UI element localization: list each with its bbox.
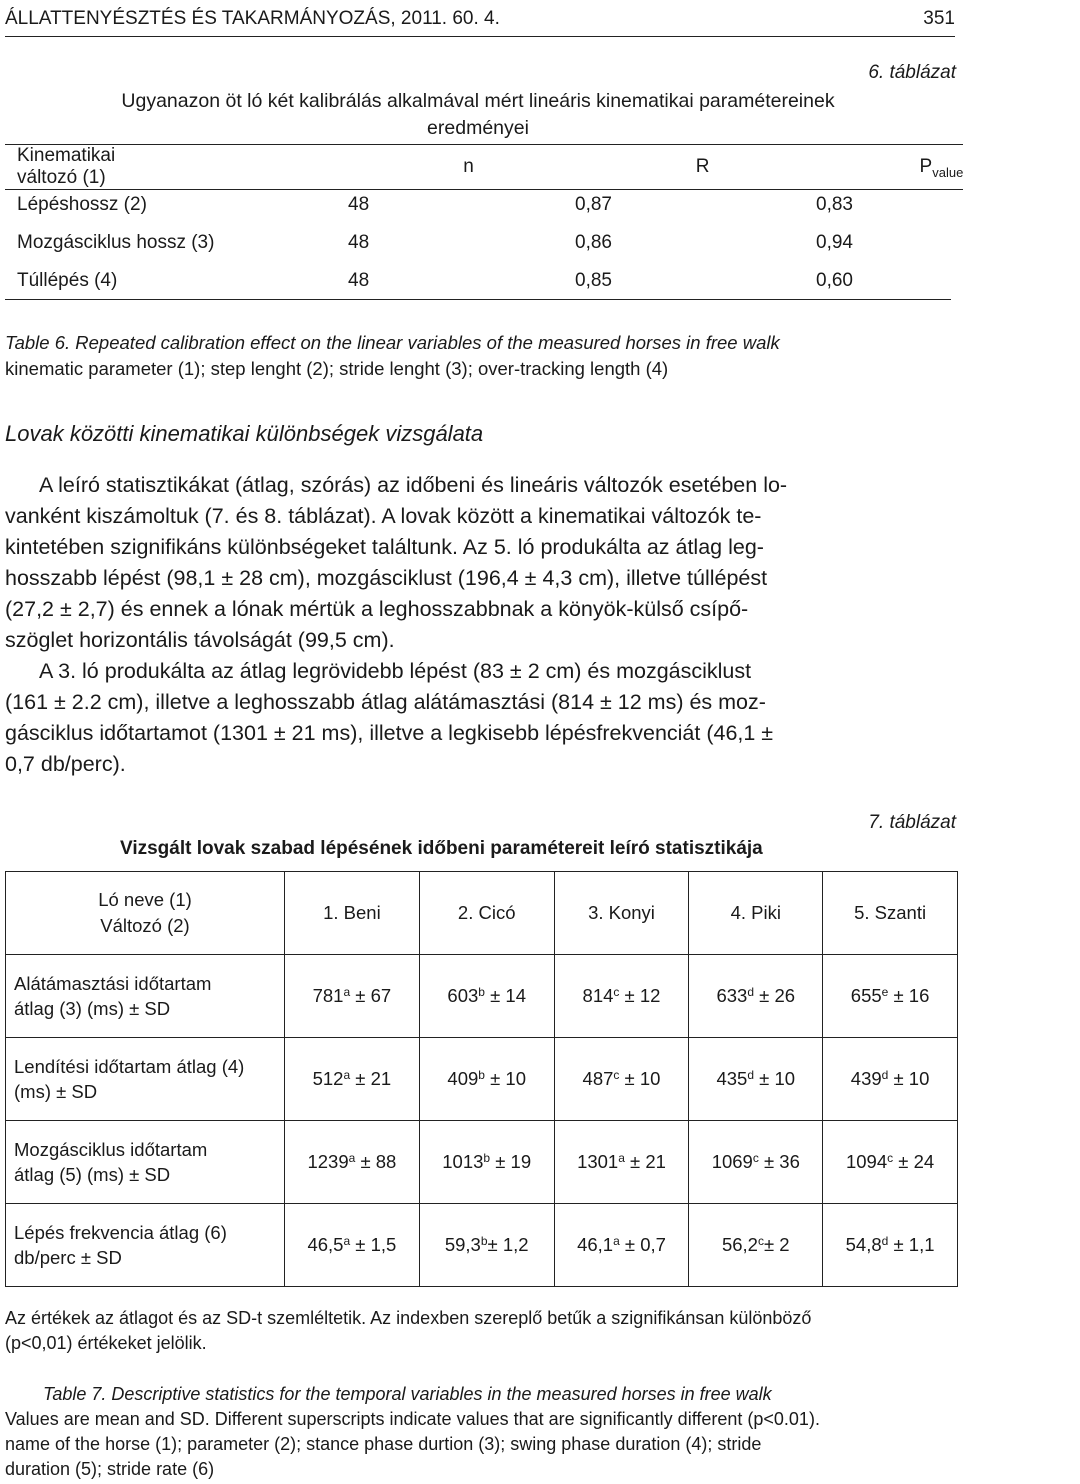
cell-sd: ± 16 [888, 985, 930, 1006]
row-label-line2: db/perc ± SD [14, 1247, 122, 1268]
cell-sd: ± 24 [893, 1151, 935, 1172]
table7-horse-2: 2. Cicó [419, 872, 554, 955]
table6-body [5, 185, 951, 300]
table7-cell [689, 1121, 823, 1204]
cell-value: 487 [582, 1068, 614, 1089]
table7-caption-line4: duration (5); stride rate (6) [5, 1459, 215, 1479]
table7-caption-line2: Values are mean and SD. Different superscripts indicate values that are significantly different (p<0.01). [5, 1409, 820, 1429]
table7-caption [5, 1382, 958, 1482]
cell-value: 633 [716, 985, 748, 1006]
table7-cell [554, 1204, 689, 1287]
body-p1-line: vanként kiszámoltuk (7. és 8. táblázat). A lovak között a kinematikai változók te- [5, 504, 762, 528]
running-header [5, 6, 955, 37]
table6-header-r: R [474, 145, 710, 190]
cell-value: 1094 [845, 1151, 888, 1172]
cell-superscript: e [881, 985, 889, 999]
cell-sd: ± 1,1 [888, 1234, 935, 1255]
row-label-line2: átlag (3) (ms) ± SD [14, 998, 171, 1019]
table7-cell [689, 955, 823, 1038]
cell-sd: ± 1,5 [350, 1234, 397, 1255]
body-p2-line: (161 ± 2.2 cm), illetve a leghosszabb átlag alátámasztási (814 ± 12 ms) és moz- [5, 690, 766, 714]
table6-header-p-main: P [919, 156, 933, 177]
cell-superscript: b [480, 1234, 488, 1248]
cell-sd: ± 2 [763, 1234, 790, 1255]
cell-superscript: b [478, 1068, 485, 1082]
cell-superscript: d [747, 985, 755, 999]
table6-cell-p: 0,94 [816, 232, 853, 253]
table7-corner-line2: Változó (2) [100, 915, 190, 936]
table6-label: 6. táblázat [868, 62, 956, 83]
cell-value: 46,1 [577, 1234, 614, 1255]
table7-horse-5: 5. Szanti [823, 872, 958, 955]
table7-cell [554, 1038, 689, 1121]
cell-superscript: a [343, 1068, 351, 1082]
table-row [6, 1038, 958, 1121]
cell-sd: ± 36 [758, 1151, 800, 1172]
cell-value: 512 [312, 1068, 344, 1089]
table6-caption [5, 330, 955, 382]
table7-caption-line1: Table 7. Descriptive statistics for the temporal variables in the measured horses in free walk [43, 1384, 772, 1404]
table7-horse-3: 3. Konyi [554, 872, 689, 955]
table-row [5, 223, 951, 261]
table-row [6, 955, 958, 1038]
table7-cell [419, 1038, 554, 1121]
table6-cell-r: 0,85 [575, 270, 612, 291]
table6-cell-r: 0,87 [575, 194, 612, 215]
body-p2-line: gásciklus időtartamot (1301 ± 21 ms), illetve a legkisebb lépésfrekvenciát (46,1 ± [5, 721, 774, 745]
cell-sd: ± 88 [355, 1151, 397, 1172]
body-p2-line: 0,7 db/perc). [5, 752, 126, 776]
body-p1-line: A leíró statisztikákat (átlag, szórás) az időbeni és lineáris változók esetében lo- [39, 473, 788, 497]
cell-superscript: d [881, 1068, 889, 1082]
cell-superscript: d [881, 1234, 889, 1248]
body-text [5, 470, 955, 780]
cell-sd: ± 10 [888, 1068, 930, 1089]
cell-superscript: a [618, 1151, 625, 1165]
cell-superscript: c [887, 1151, 894, 1165]
table7-cell [419, 1204, 554, 1287]
table6-cell-n: 48 [348, 194, 370, 215]
table7-cell [419, 955, 554, 1038]
table7-cell [419, 1121, 554, 1204]
table6-header-variable: Kinematikai változó (1) [5, 145, 115, 190]
table6-cell-r: 0,86 [575, 232, 612, 253]
section-heading: Lovak közötti kinematikai különbségek vizsgálata [5, 421, 484, 446]
cell-value: 56,2 [721, 1234, 758, 1255]
table-row [5, 185, 951, 223]
table6-header-p-sub: value [932, 165, 964, 180]
body-p2-line: A 3. ló produkálta az átlag legrövidebb lépést (83 ± 2 cm) és mozgásciklust [39, 659, 752, 683]
cell-superscript: c [613, 985, 620, 999]
table7-corner [6, 872, 285, 955]
table-row [6, 1121, 958, 1204]
cell-value: 439 [850, 1068, 882, 1089]
table7-cell [823, 1204, 958, 1287]
table-row [5, 261, 951, 300]
row-label-line2: (ms) ± SD [14, 1081, 98, 1102]
table6-header-n: n [115, 145, 474, 190]
table6-cell-p: 0,83 [816, 194, 853, 215]
table7-cell [689, 1038, 823, 1121]
table7-row-label [6, 955, 285, 1038]
cell-sd: ± 21 [350, 1068, 392, 1089]
cell-sd: ± 67 [350, 985, 392, 1006]
table7-horse-4: 4. Piki [689, 872, 823, 955]
cell-sd: ± 10 [754, 1068, 796, 1089]
table7-caption-line3: name of the horse (1); parameter (2); stance phase durtion (3); swing phase duration (4); stride [5, 1434, 762, 1454]
cell-value: 781 [312, 985, 344, 1006]
table6-cell-p: 0,60 [816, 270, 853, 291]
cell-value: 1013 [442, 1151, 484, 1172]
cell-superscript: a [343, 1234, 351, 1248]
table6-title-line1: Ugyanazon öt ló két kalibrálás alkalmával mért lineáris kinematikai paramétereinek [121, 90, 835, 112]
table7-cell [823, 1121, 958, 1204]
cell-value: 435 [716, 1068, 748, 1089]
cell-superscript: b [478, 985, 485, 999]
cell-sd: ± 19 [490, 1151, 532, 1172]
table7-corner-line1: Ló neve (1) [98, 889, 192, 910]
cell-value: 409 [447, 1068, 479, 1089]
table7 [5, 871, 958, 1287]
body-p1-line: (27,2 ± 2,7) és ennek a lónak mértük a leghosszabbnak a könyök-külső csípő- [5, 597, 749, 621]
table6-header-row [5, 145, 963, 190]
table7-note-line2: (p<0,01) értékeket jelölik. [5, 1333, 207, 1353]
table6-title [5, 88, 951, 142]
table7-row-label [6, 1204, 285, 1287]
body-p1-line: kintetében szignifikáns különbségeket találtunk. Az 5. ló produkálta az átlag leg- [5, 535, 764, 559]
cell-value: 603 [447, 985, 479, 1006]
table6 [5, 144, 963, 190]
cell-sd: ± 0,7 [619, 1234, 666, 1255]
cell-value: 1069 [711, 1151, 753, 1172]
cell-sd: ± 21 [624, 1151, 666, 1172]
cell-superscript: a [343, 985, 351, 999]
table6-cell-variable: Mozgásciklus hossz (3) [17, 232, 215, 253]
cell-superscript: a [613, 1234, 620, 1248]
table6-cell-variable: Túllépés (4) [17, 270, 118, 291]
table7-cell [285, 1121, 420, 1204]
table7-cell [823, 1038, 958, 1121]
cell-superscript: a [348, 1151, 356, 1165]
table7-note-line1: Az értékek az átlagot és az SD-t szemléltetik. Az indexben szereplő betűk a szignifikánsan különböző [5, 1308, 812, 1328]
row-label-line1: Lendítési időtartam átlag (4) [14, 1056, 245, 1077]
cell-sd: ± 10 [619, 1068, 661, 1089]
cell-value: 59,3 [444, 1234, 481, 1255]
cell-sd: ± 14 [484, 985, 526, 1006]
table6-header-p [710, 145, 964, 190]
table7-cell [285, 955, 420, 1038]
table7-note [5, 1306, 958, 1356]
table7-label: 7. táblázat [868, 812, 956, 833]
cell-value: 655 [850, 985, 882, 1006]
journal-title: ÁLLATTENYÉSZTÉS ÉS TAKARMÁNYOZÁS, 2011. 60. 4. [5, 8, 500, 29]
table6-cell-variable: Lépéshossz (2) [17, 194, 147, 215]
row-label-line1: Alátámasztási időtartam [14, 973, 212, 994]
cell-sd: ± 10 [484, 1068, 526, 1089]
table6-caption-line1: Table 6. Repeated calibration effect on the linear variables of the measured horses in free walk [5, 332, 780, 353]
table7-cell [285, 1204, 420, 1287]
table7-row-label [6, 1121, 285, 1204]
table7-title: Vizsgált lovak szabad lépésének időbeni paramétereit leíró statisztikája [120, 838, 763, 859]
table7-cell [554, 1121, 689, 1204]
cell-value: 54,8 [845, 1234, 882, 1255]
cell-sd: ± 12 [619, 985, 661, 1006]
cell-superscript: c [752, 1151, 759, 1165]
table-row [6, 1204, 958, 1287]
table7-horse-1: 1. Beni [285, 872, 420, 955]
cell-value: 1239 [307, 1151, 349, 1172]
cell-value: 1301 [577, 1151, 619, 1172]
table7-cell [554, 955, 689, 1038]
row-label-line1: Mozgásciklus időtartam [14, 1139, 208, 1160]
table6-cell-n: 48 [348, 270, 370, 291]
cell-superscript: c [757, 1234, 764, 1248]
row-label-line1: Lépés frekvencia átlag (6) [14, 1222, 227, 1243]
cell-superscript: c [613, 1068, 620, 1082]
table7-cell [689, 1204, 823, 1287]
table7-cell [285, 1038, 420, 1121]
cell-sd: ± 1,2 [487, 1234, 529, 1255]
table7-row-label [6, 1038, 285, 1121]
cell-superscript: d [747, 1068, 755, 1082]
body-p1-line: hosszabb lépést (98,1 ± 28 cm), mozgásciklust (196,4 ± 4,3 cm), illetve túllépést [5, 566, 768, 590]
page-number: 351 [923, 8, 955, 29]
table6-caption-line2: kinematic parameter (1); step lenght (2); stride lenght (3); over-tracking length (4) [5, 358, 669, 379]
table7-cell [823, 955, 958, 1038]
table6-title-line2: eredményei [427, 117, 529, 139]
cell-value: 814 [582, 985, 614, 1006]
table6-cell-n: 48 [348, 232, 370, 253]
row-label-line2: átlag (5) (ms) ± SD [14, 1164, 171, 1185]
cell-value: 46,5 [307, 1234, 344, 1255]
cell-superscript: b [483, 1151, 491, 1165]
body-p1-line: szöglet horizontális távolságát (99,5 cm). [5, 628, 395, 652]
cell-sd: ± 26 [754, 985, 796, 1006]
table7-header-row [6, 872, 958, 955]
